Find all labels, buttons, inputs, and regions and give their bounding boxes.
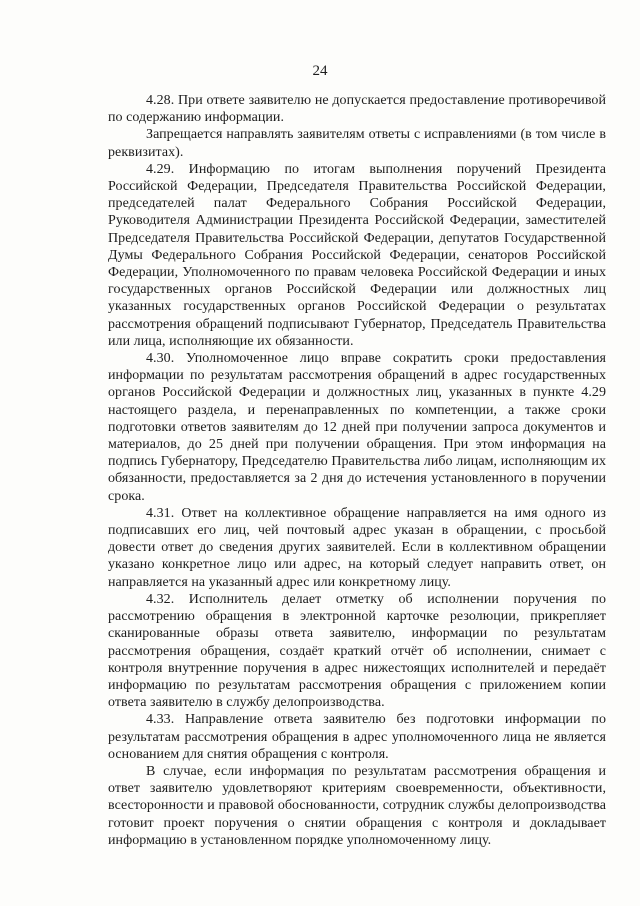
paragraph-4-31: 4.31. Ответ на коллективное обращение направляется на имя одного из подписавших его лиц, чей почтовый адрес указан в обращении, с просьбой довести ответ до сведения других заявителей. Если в коллективном обращении указано конкретное лицо или адрес, на который следует направить ответ, он направляется на указанный адрес или конкретному лицу.	[108, 505, 606, 590]
page-number: 24	[312, 63, 328, 79]
paragraph-4-28: 4.28. При ответе заявителю не допускается предоставление противоречивой по содержанию информации.	[108, 93, 606, 126]
document-body	[108, 92, 606, 849]
paragraph-4-33: 4.33. Направление ответа заявителю без подготовки информации по результатам рассмотрения обращения в адрес уполномоченного лица не является основанием для снятия обращения с контроля.	[108, 712, 606, 762]
paragraph-4-33-continuation: В случае, если информация по результатам рассмотрения обращения и ответ заявителю удовлетворяют критериям своевременности, объективности, всесторонности и правовой обоснованности, сотрудник службы делопроизводства готовит проект поручения о снятии обращения с контроля и докладывает информацию в установленном порядке уполномоченному лицу.	[108, 763, 606, 848]
paragraph-4-32: 4.32. Исполнитель делает отметку об исполнении поручения по рассмотрению обращения в электронной карточке резолюции, прикрепляет сканированные образы ответа заявителю, информации по результатам рассмотрения обращения, создаёт краткий отчёт об исполнении, снимает с контроля внутренние поручения в адрес нижестоящих исполнителей и передаёт информацию по результатам рассмотрения обращения с приложением копии ответа заявителю в службу делопроизводства.	[108, 591, 606, 711]
paragraph-4-28-note: Запрещается направлять заявителям ответы с исправлениями (в том числе в реквизитах).	[108, 127, 606, 160]
paragraph-4-30: 4.30. Уполномоченное лицо вправе сократить сроки предоставления информации по результатам рассмотрения обращений в адрес государственных органов Российской Федерации и должностных лиц, указанных в пункте 4.29 настоящего раздела, и перенаправленных по компетенции, а также сроки подготовки ответов заявителям до 12 дней при получении запроса документов и материалов, до 25 дней при получении обращения. При этом информация на подпись Губернатору, Председателю Правительства либо лицам, исполняющим их обязанности, предоставляется за 2 дня до истечения установленного в поручении срока.	[108, 351, 606, 504]
paragraph-4-29: 4.29. Информацию по итогам выполнения поручений Президента Российской Федерации, Председателя Правительства Российской Федерации, председателей палат Федерального Собрания Российской Федерации, Руководителя Администрации Президента Российской Федерации, заместителей Председателя Правительства Российской Федерации, депутатов Государственной Думы Федерального Собрания Российской Федерации, сенаторов Российской Федерации, Уполномоченного по правам человека Российской Федерации и иных государственных органов Российской Федерации или должностных лиц указанных государственных органов Российской Федерации о результатах рассмотрения обращений подписывают Губернатор, Председатель Правительства или лица, исполняющие их обязанности.	[108, 161, 606, 349]
